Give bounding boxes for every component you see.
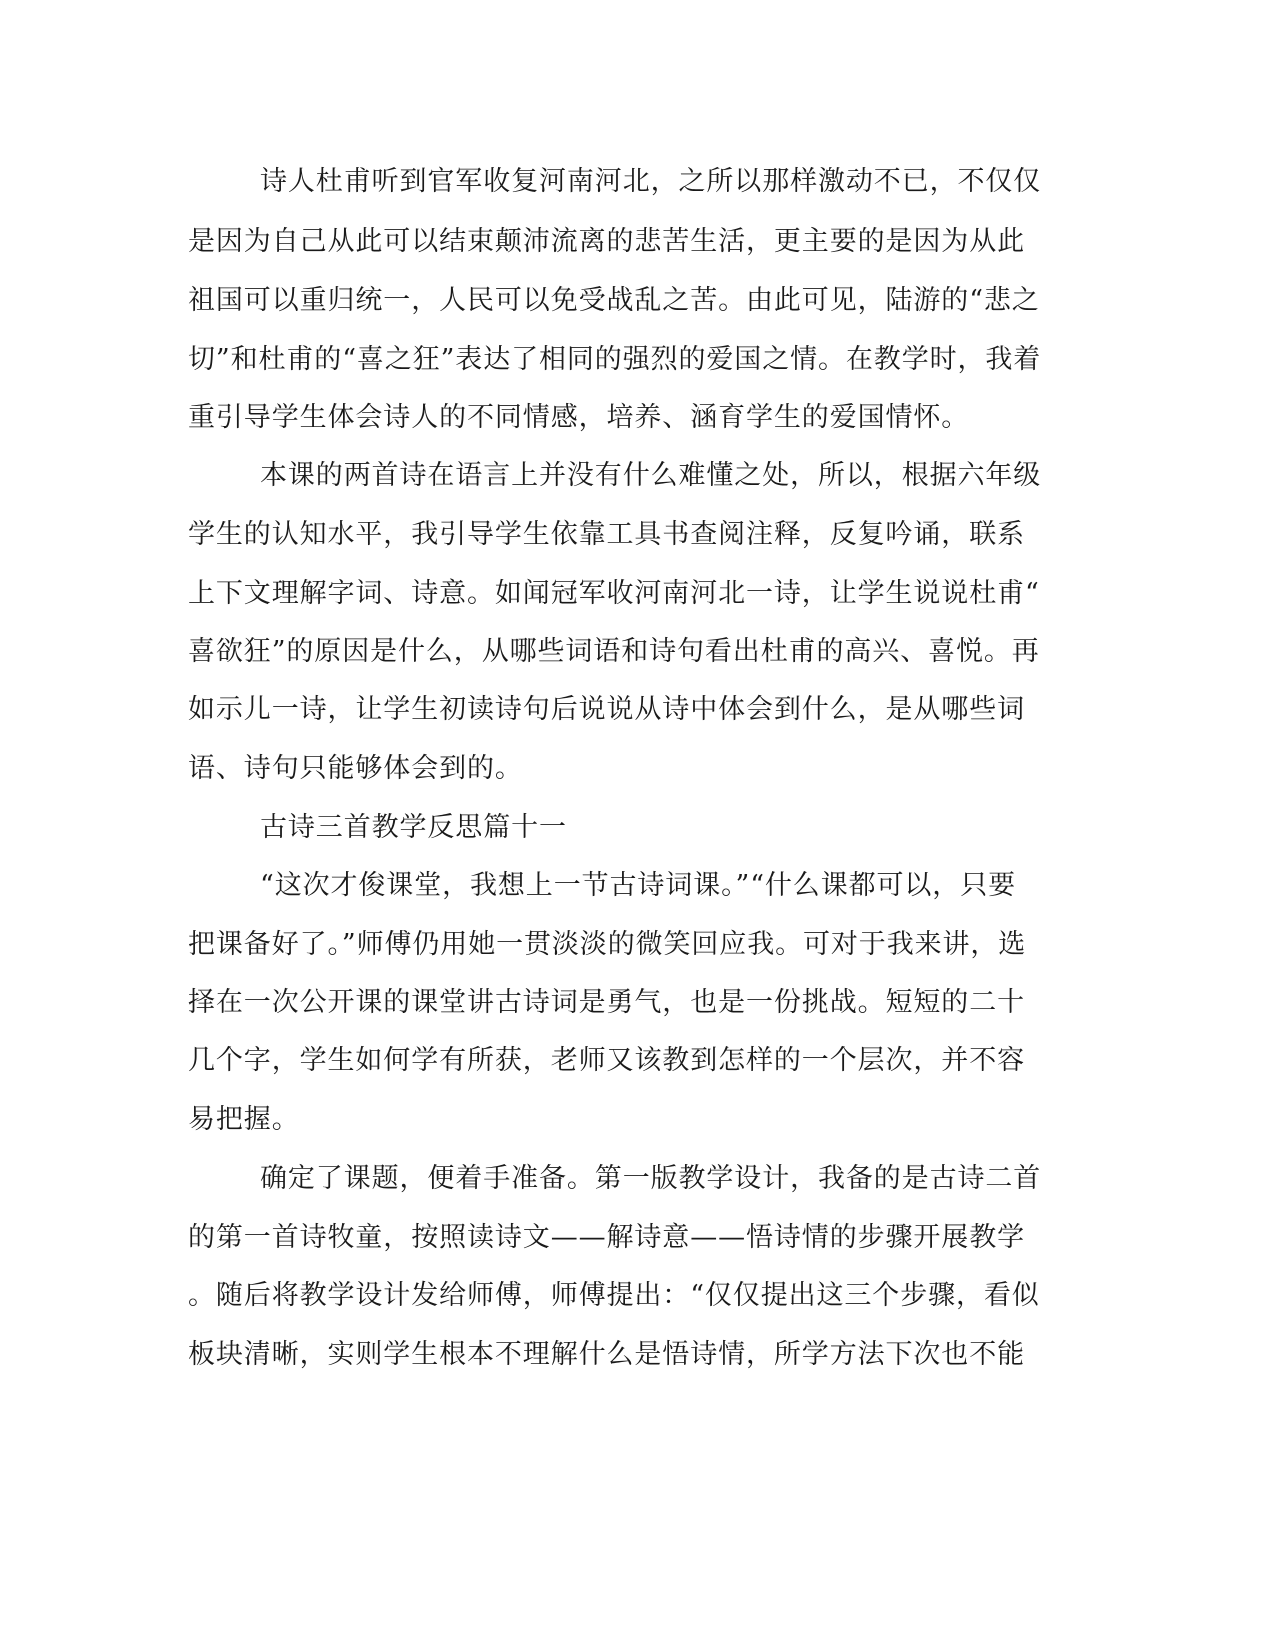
paragraph-2-line-6: 语、诗句只能够体会到的。 bbox=[188, 753, 523, 784]
paragraph-1-line-4: 切”和杜甫的“喜之狂”表达了相同的强烈的爱国之情。在教学时，我着 bbox=[188, 344, 1042, 375]
paragraph-2-line-3: 上下文理解字词、诗意。如闻冠军收河南河北一诗，让学生说说杜甫“ bbox=[188, 578, 1040, 609]
paragraph-4-line-2: 的第一首诗牧童，按照读诗文——解诗意——悟诗情的步骤开展教学 bbox=[188, 1222, 1025, 1253]
paragraph-3-line-4: 几个字，学生如何学有所获，老师又该教到怎样的一个层次，并不容 bbox=[188, 1045, 1025, 1076]
paragraph-2-line-1: 本课的两首诗在语言上并没有什么难懂之处，所以，根据六年级 bbox=[260, 460, 1042, 491]
paragraph-1-line-2: 是因为自己从此可以结束颠沛流离的悲苦生活，更主要的是因为从此 bbox=[188, 226, 1025, 257]
paragraph-3-line-3: 择在一次公开课的课堂讲古诗词是勇气，也是一份挑战。短短的二十 bbox=[188, 987, 1025, 1018]
section-heading: 古诗三首教学反思篇十一 bbox=[260, 812, 567, 843]
paragraph-1-line-5: 重引导学生体会诗人的不同情感，培养、涵育学生的爱国情怀。 bbox=[188, 402, 970, 433]
paragraph-3-line-2: 把课备好了。”师傅仍用她一贯淡淡的微笑回应我。可对于我来讲，选 bbox=[188, 929, 1027, 960]
paragraph-1-line-3: 祖国可以重归统一，人民可以免受战乱之苦。由此可见，陆游的“悲之 bbox=[188, 285, 1040, 316]
paragraph-4-line-1: 确定了课题，便着手准备。第一版教学设计，我备的是古诗二首 bbox=[260, 1163, 1042, 1194]
paragraph-2-line-4: 喜欲狂”的原因是什么，从哪些词语和诗句看出杜甫的高兴、喜悦。再 bbox=[188, 636, 1040, 667]
paragraph-4-line-4: 板块清晰，实则学生根本不理解什么是悟诗情，所学方法下次也不能 bbox=[188, 1339, 1025, 1370]
paragraph-2-line-5: 如示儿一诗，让学生初读诗句后说说从诗中体会到什么，是从哪些词 bbox=[188, 694, 1025, 725]
paragraph-3-line-5: 易把握。 bbox=[188, 1104, 300, 1135]
document-body bbox=[188, 0, 1072, 1650]
paragraph-4-line-3: 。随后将教学设计发给师傅，师傅提出：“仅仅提出这三个步骤，看似 bbox=[188, 1280, 1040, 1311]
paragraph-1-line-1: 诗人杜甫听到官军收复河南河北，之所以那样激动不已，不仅仅 bbox=[260, 166, 1042, 197]
paragraph-2-line-2: 学生的认知水平，我引导学生依靠工具书查阅注释，反复吟诵，联系 bbox=[188, 519, 1025, 550]
paragraph-3-line-1: “这次才俊课堂，我想上一节古诗词课。”“什么课都可以，只要 bbox=[260, 870, 1017, 901]
